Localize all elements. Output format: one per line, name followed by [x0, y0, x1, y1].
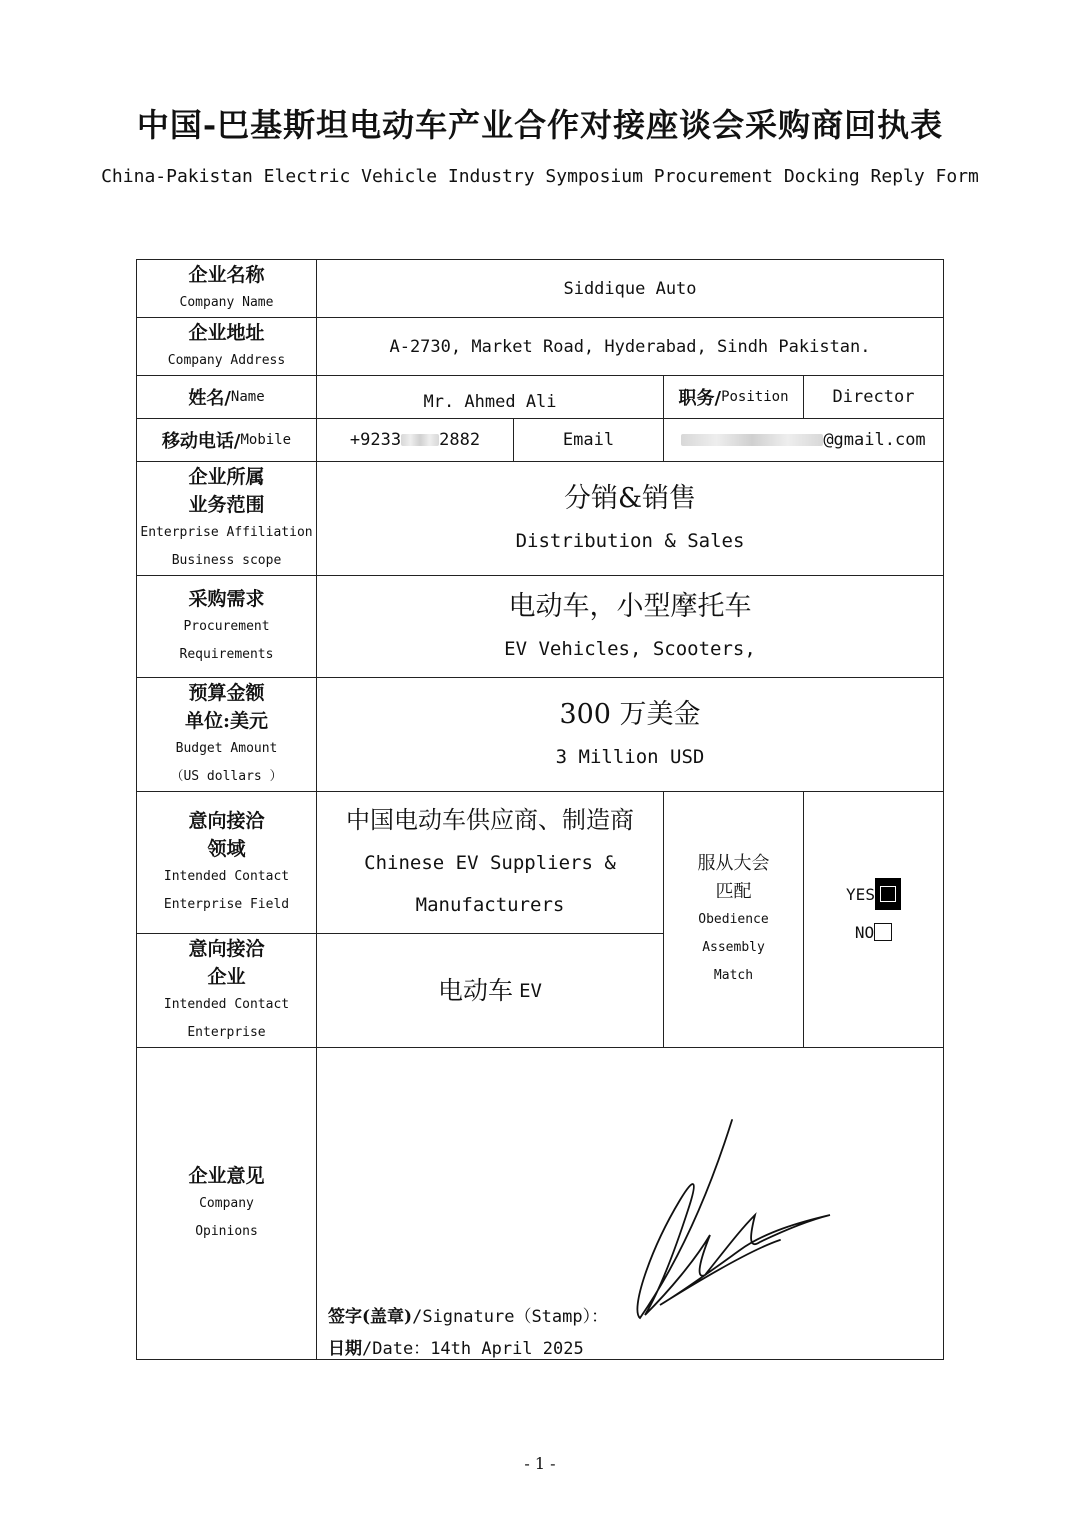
scope-label-en-2: Business scope	[171, 552, 282, 568]
scope-value-en: Distribution & Sales	[515, 529, 745, 552]
field-label-cn-1: 意向接洽	[188, 809, 265, 832]
option-yes[interactable]	[846, 876, 901, 912]
date-label-en: /Date：	[362, 1339, 431, 1359]
budget-label	[136, 677, 317, 792]
position-label-en: Position	[721, 389, 789, 405]
procurement-cell	[316, 575, 944, 678]
mobile-label	[136, 418, 317, 462]
option-no-label: NO	[854, 922, 875, 942]
company-name-label	[136, 259, 317, 318]
procurement-value-cn: 电动车，小型摩托车	[508, 590, 752, 622]
yes-checkbox-checked[interactable]	[875, 878, 901, 910]
signature-label-en: /Signature（Stamp）：	[412, 1307, 609, 1327]
name-label	[136, 375, 317, 419]
email-label	[513, 418, 664, 462]
page-number: - 1 -	[524, 1454, 556, 1473]
option-yes-label: YES	[846, 884, 875, 904]
mobile-label-cn: 移动电话/	[161, 431, 241, 452]
position-cell	[803, 375, 944, 419]
date-value: 14th April 2025	[430, 1339, 584, 1359]
opinions-label-en-1: Company	[199, 1195, 254, 1211]
budget-value-cn: 300 万美金	[559, 698, 701, 730]
company-name-cell	[316, 259, 944, 318]
mobile-cell	[316, 418, 514, 462]
procurement-label	[136, 575, 317, 678]
signature-line	[328, 1302, 608, 1327]
field-label-en-1: Intended Contact	[163, 868, 290, 884]
enterprise-label-cn-1: 意向接洽	[188, 937, 265, 960]
signature-label-cn: 签字(盖章)	[328, 1307, 413, 1327]
obedience-options	[803, 791, 944, 1048]
company-name-label-cn: 企业名称	[188, 263, 265, 286]
company-name-label-en: Company Name	[179, 294, 274, 310]
position-label	[663, 375, 804, 419]
company-address-label-en: Company Address	[167, 352, 286, 368]
email-cell	[663, 418, 944, 462]
enterprise-value-cn: 电动车	[438, 975, 514, 1005]
opinions-label	[136, 1047, 317, 1360]
budget-cell	[316, 677, 944, 792]
budget-label-en-1: Budget Amount	[175, 740, 278, 756]
obedience-label-en-1: Obedience	[698, 911, 769, 927]
contact-field-label	[136, 791, 317, 934]
budget-label-en-2: （US dollars ）	[170, 768, 283, 784]
field-value-en-1: Chinese EV Suppliers &	[364, 852, 616, 874]
contact-field-cell	[316, 791, 664, 934]
handwritten-signature	[600, 1110, 840, 1330]
field-label-cn-2: 领域	[207, 837, 246, 860]
email-suffix: @gmail.com	[823, 430, 926, 450]
obedience-label-cn-2: 匹配	[715, 880, 752, 902]
opinions-label-cn: 企业意见	[188, 1164, 265, 1187]
contact-enterprise-label	[136, 933, 317, 1048]
position-value: Director	[832, 387, 915, 407]
company-address-label-cn: 企业地址	[188, 321, 265, 344]
mobile-prefix: +9233	[349, 430, 402, 450]
opinions-label-en-2: Opinions	[195, 1223, 258, 1239]
form-title-cn: 中国-巴基斯坦电动车产业合作对接座谈会采购商回执表	[136, 106, 944, 144]
company-address-label	[136, 317, 317, 376]
scope-label-cn-2: 业务范围	[188, 493, 265, 516]
redacted-email-user	[681, 434, 823, 446]
mobile-suffix: 2882	[439, 430, 481, 450]
budget-label-cn-1: 预算金额	[188, 681, 265, 704]
procurement-label-en-1: Procurement	[183, 618, 270, 634]
procurement-label-en-2: Requirements	[179, 646, 274, 662]
procurement-value-en: EV Vehicles, Scooters,	[504, 637, 756, 660]
enterprise-label-cn-2: 企业	[207, 965, 246, 988]
option-no[interactable]	[855, 914, 892, 950]
no-checkbox[interactable]	[874, 923, 892, 941]
email-label-text: Email	[562, 430, 615, 450]
enterprise-label-en-1: Intended Contact	[163, 996, 290, 1012]
position-label-cn: 职务/	[678, 388, 722, 409]
obedience-label-en-3: Match	[713, 967, 754, 983]
budget-value-en: 3 Million USD	[555, 745, 705, 768]
business-scope-label	[136, 461, 317, 576]
date-line	[328, 1334, 584, 1359]
business-scope-cell	[316, 461, 944, 576]
enterprise-value-en: EV	[519, 979, 542, 1002]
company-address-cell	[316, 317, 944, 376]
name-label-en: Name	[230, 389, 265, 405]
form-title-en: China-Pakistan Electric Vehicle Industry Symposium Procurement Docking Reply Form	[101, 166, 979, 187]
scope-value-cn: 分销&销售	[563, 482, 697, 514]
obedience-label	[663, 791, 804, 1048]
name-value: Mr. Ahmed Ali	[423, 392, 557, 412]
field-value-cn: 中国电动车供应商、制造商	[346, 806, 634, 834]
scope-label-cn-1: 企业所属	[188, 465, 265, 488]
field-value-en-2: Manufacturers	[415, 894, 565, 916]
procurement-label-cn: 采购需求	[188, 587, 265, 610]
redacted-mobile-digits	[401, 434, 439, 446]
company-name-value: Siddique Auto	[563, 278, 697, 299]
name-label-cn: 姓名/	[188, 388, 231, 409]
company-address-value: A-2730, Market Road, Hyderabad, Sindh Pakistan.	[389, 336, 871, 357]
name-cell	[316, 375, 664, 419]
contact-enterprise-cell	[316, 933, 664, 1048]
field-label-en-2: Enterprise Field	[163, 896, 290, 912]
obedience-label-en-2: Assembly	[702, 939, 765, 955]
mobile-label-en: Mobile	[240, 432, 292, 448]
scope-label-en-1: Enterprise Affiliation	[140, 524, 313, 540]
obedience-label-cn-1: 服从大会	[697, 852, 770, 874]
enterprise-label-en-2: Enterprise	[187, 1024, 266, 1040]
date-label-cn: 日期	[328, 1339, 362, 1359]
budget-label-cn-2: 单位:美元	[184, 709, 268, 732]
